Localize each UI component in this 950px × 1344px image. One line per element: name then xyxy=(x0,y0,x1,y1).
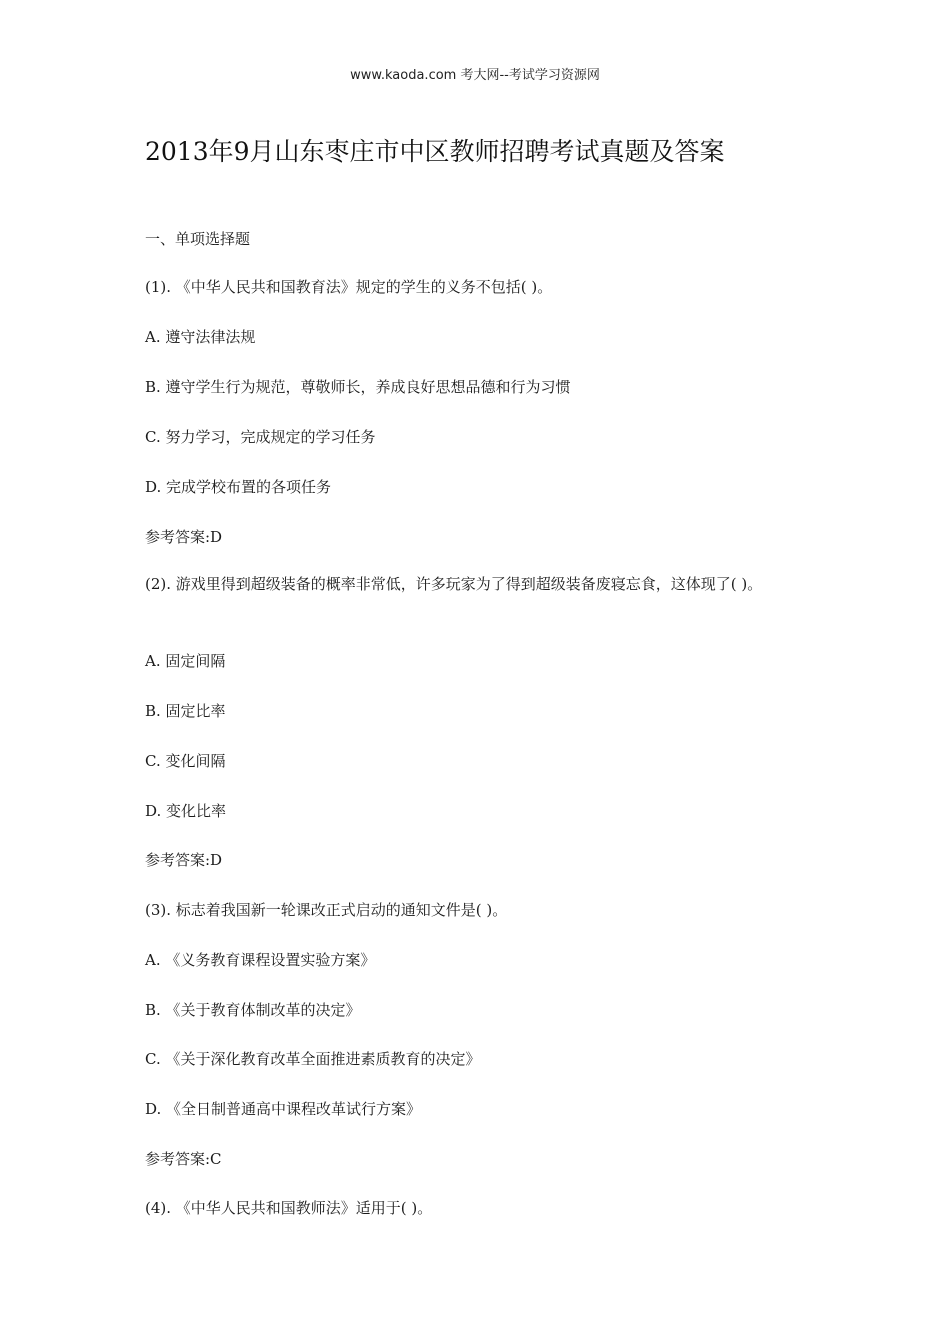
question-1-stem: (1). 《中华人民共和国教育法》规定的学生的义务不包括( )。 xyxy=(145,278,553,296)
question-1-option-b: B. 遵守学生行为规范，尊敬师长，养成良好思想品德和行为习惯 xyxy=(145,378,571,396)
question-4-stem: (4). 《中华人民共和国教师法》适用于( )。 xyxy=(145,1199,433,1217)
question-3-stem: (3). 标志着我国新一轮课改正式启动的通知文件是( )。 xyxy=(145,901,508,919)
question-1-option-d: D. 完成学校布置的各项任务 xyxy=(145,478,332,496)
question-3-answer: 参考答案:C xyxy=(145,1150,222,1168)
question-1-answer: 参考答案:D xyxy=(145,528,223,546)
question-2-option-c: C. 变化间隔 xyxy=(145,752,226,770)
question-3-option-a: A. 《义务教育课程设置实验方案》 xyxy=(145,951,376,969)
question-3-option-d: D. 《全日制普通高中课程改革试行方案》 xyxy=(145,1100,422,1118)
question-3-option-c: C. 《关于深化教育改革全面推进素质教育的决定》 xyxy=(145,1050,481,1068)
section-heading: 一、单项选择题 xyxy=(145,230,251,248)
question-3-option-b: B. 《关于教育体制改革的决定》 xyxy=(145,1001,361,1019)
page-title: 2013年9月山东枣庄市中区教师招聘考试真题及答案 xyxy=(145,137,725,166)
site-header: www.kaoda.com 考大网--考试学习资源网 xyxy=(350,68,600,83)
question-1-option-a: A. 遵守法律法规 xyxy=(145,328,256,346)
question-2-answer: 参考答案:D xyxy=(145,851,223,869)
question-2-option-a: A. 固定间隔 xyxy=(145,652,226,670)
question-2-option-d: D. 变化比率 xyxy=(145,802,227,820)
question-2-option-b: B. 固定比率 xyxy=(145,702,226,720)
question-2-stem: (2). 游戏里得到超级装备的概率非常低，许多玩家为了得到超级装备废寝忘食，这体现了( )。 xyxy=(145,575,763,593)
question-1-option-c: C. 努力学习，完成规定的学习任务 xyxy=(145,428,376,446)
